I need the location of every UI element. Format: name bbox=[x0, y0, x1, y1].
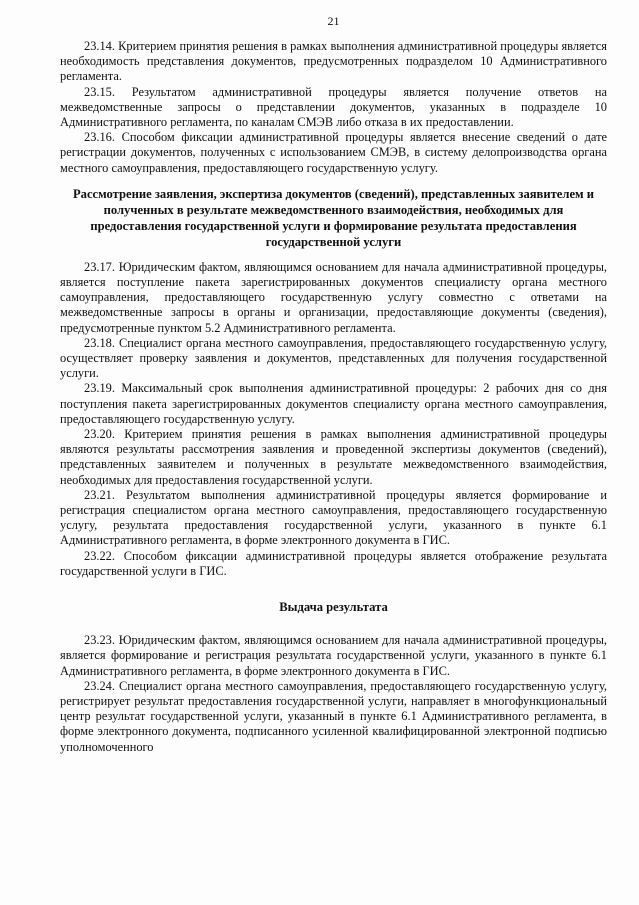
paragraph-23-21: 23.21. Результатом выполнения административной процедуры является формирование и регистрация специалистом органа местного самоуправления, предоставляющего государственную услугу, результата предоставления государственной услуги, указанного в пункте 6.1 Административного регламента, в форме электронного документа в ГИС. bbox=[60, 487, 607, 548]
paragraph-23-20: 23.20. Критерием принятия решения в рамках выполнения административной процедуры являются результаты рассмотрения заявления и проведенной экспертизы документов (сведений), представленных заявителем и полученных в результате межведомственного взаимодействия, необходимых для предоставления государственной услуги. bbox=[60, 427, 607, 487]
paragraph-23-23: 23.23. Юридическим фактом, являющимся основанием для начала административной процедуры, является формирование и регистрация результата государственной услуги, указанного в пункте 6.1 Административного регламента, в форме электронного документа в ГИС. bbox=[60, 633, 607, 678]
paragraph-23-24: 23.24. Специалист органа местного самоуправления, предоставляющего государственную услугу, регистрирует результат предоставления государственной услуги, направляет в многофункциональный центр результат государственной услуги, указанный в пункте 6.1 Административного регламента, в форме электронного документа, подписанного усиленной квалифицированной электронной подписью уполномоченного bbox=[60, 678, 607, 754]
paragraph-23-16: 23.16. Способом фиксации административной процедуры является внесение сведений о дате регистрации документов, полученных с использованием СМЭВ, в систему делопроизводства органа местного самоуправления, предоставляющего государственную услугу. bbox=[60, 130, 607, 175]
paragraph-23-17: 23.17. Юридическим фактом, являющимся основанием для начала административной процедуры, является поступление пакета зарегистрированных документов специалисту органа местного самоуправления, предоставляющего государственную услугу совместно с ответами на межведомственные запросы в органы и организации, предоставляющие документы (сведения), предусмотренные пунктом 5.2 Административного регламента. bbox=[60, 259, 607, 335]
section-heading-result: Выдача результата bbox=[279, 600, 388, 615]
paragraph-23-22: 23.22. Способом фиксации административной процедуры является отображение результата государственной услуги в ГИС. bbox=[60, 548, 607, 578]
paragraph-23-19: 23.19. Максимальный срок выполнения административной процедуры: 2 рабочих дня со дня поступления пакета зарегистрированных документов специалисту органа местного самоуправления, предоставляющего государственную услугу. bbox=[60, 381, 607, 426]
paragraph-23-15: 23.15. Результатом административной процедуры является получение ответов на межведомственные запросы о представлении документов, указанных в подразделе 10 Административного регламента, по каналам СМЭВ либо отказа в их предоставлении. bbox=[60, 84, 607, 130]
section-heading-review: Рассмотрение заявления, экспертиза документов (сведений), представленных заявителем и полученных в результате межведомственного взаимодействия, необходимых для предоставления государственной услуги и формирование результата предоставления государственной услуги bbox=[72, 186, 595, 249]
paragraph-23-14: 23.14. Критерием принятия решения в рамках выполнения административной процедуры является необходимость представления документов, предусмотренных подразделом 10 Административного регламента. bbox=[60, 39, 607, 84]
page-number: 21 bbox=[327, 14, 340, 28]
paragraph-23-18: 23.18. Специалист органа местного самоуправления, предоставляющего государственную услугу, осуществляет проверку заявления и документов, представленных для получения государственной услуги. bbox=[60, 335, 607, 381]
